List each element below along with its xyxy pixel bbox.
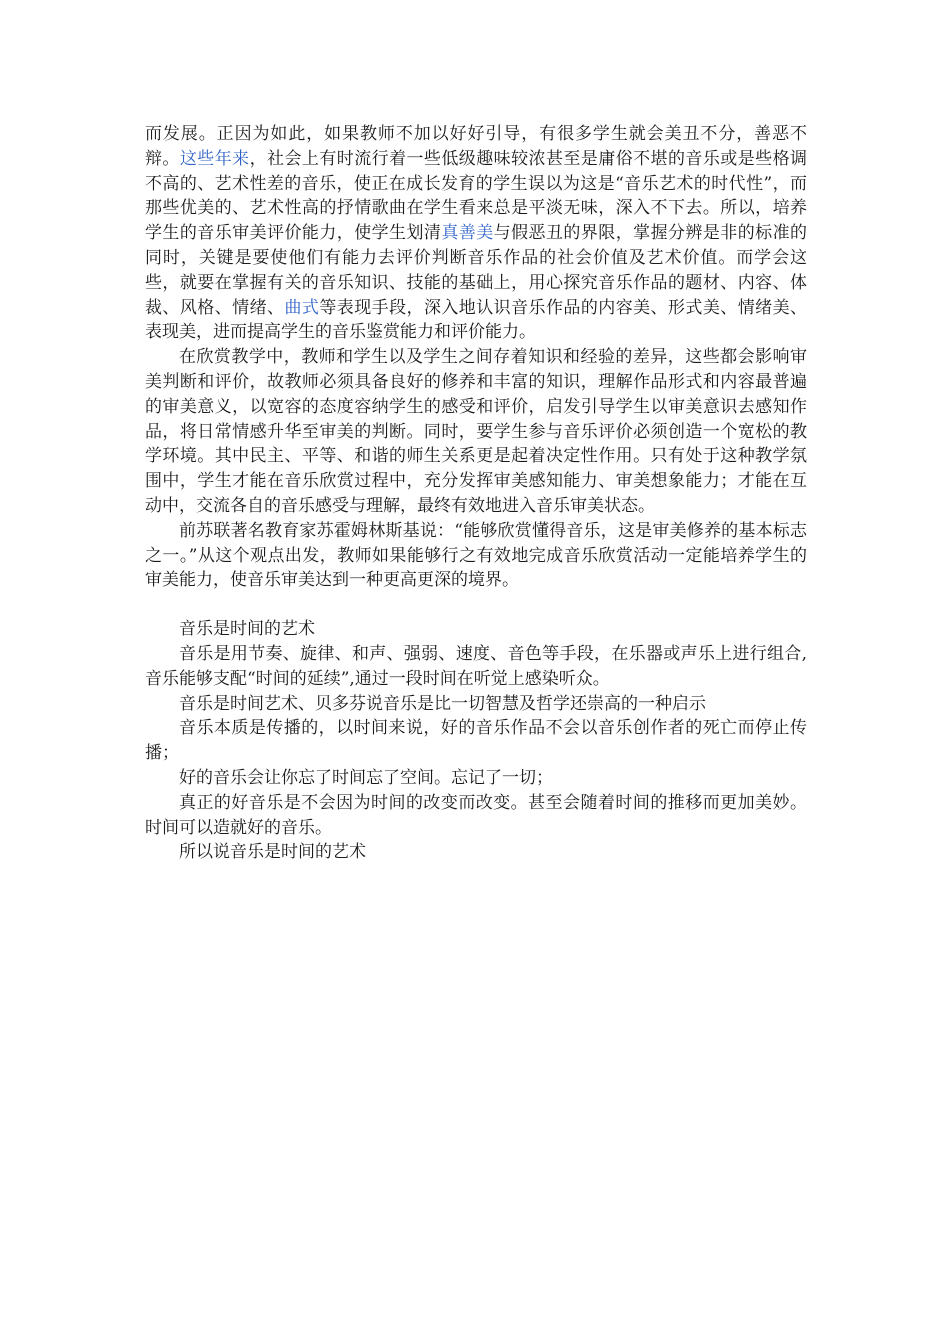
paragraph-text: 而发展。正因为如此，如果教师不加以好好引导，有很多学生就会美丑不分，善恶不辩。 (145, 124, 807, 169)
paragraph-text: 与假恶丑的界限，掌握分辨是非的标准的同时，关键是要使他们有能力去评价判断音乐作品的社会价值及艺术价值。而学会这些，就要在掌握有关的音乐知识、技能的基础上，用心探究音乐作品的题材、内容、体裁、风格、情绪、 (145, 223, 808, 318)
paragraph-beethoven: 音乐是时间艺术、贝多芬说音乐是比一切智慧及哲学还崇高的一种启示 (179, 693, 706, 714)
paragraph-aesthetic-evaluation (145, 122, 807, 345)
paragraph-text: ，社会上有时流行着一些低级趣味较浓甚至是庸俗不堪的音乐或是些格调不高的、艺术性差的音乐，使正在成长发育的学生误以为这是“音乐艺术的时代性”，而那些优美的、艺术性高的抒情歌曲在学生看来总是平淡无味，深入不下去。所以，培养学生的音乐审美评价能力，使学生划清 (145, 148, 808, 244)
paragraph-good-music: 真正的好音乐是不会因为时间的改变而改变。甚至会随着时间的推移而更加美妙。时间可以造就好的音乐。 (145, 792, 807, 838)
section-spacer (145, 593, 807, 617)
paragraph-music-elements: 音乐是用节奏、旋律、和声、强弱、速度、音色等手段，在乐器或声乐上进行组合,音乐能够支配“时间的延续”,通过一段时间在听觉上感染听众。 (145, 643, 807, 689)
paragraph-music-transmission: 音乐本质是传播的，以时间来说，好的音乐作品不会以音乐创作者的死亡而停止传播； (145, 718, 807, 764)
link-musical-form[interactable]: 曲式 (284, 297, 320, 318)
section-heading: 音乐是时间的艺术 (179, 619, 315, 640)
paragraph-conclusion: 所以说音乐是时间的艺术 (179, 842, 366, 863)
link-truth-goodness-beauty[interactable]: 真善美 (441, 223, 494, 244)
document-page (145, 122, 807, 865)
paragraph-sukhomlinsky-quote: 前苏联著名教育家苏霍姆林斯基说：“能够欣赏懂得音乐，这是审美修养的基本标志之一。”从这个观点出发，教师如果能够行之有效地完成音乐欣赏活动一定能培养学生的审美能力，使音乐审美达到一种更高更深的境界。 (145, 520, 807, 591)
paragraph-teaching: 在欣赏教学中，教师和学生以及学生之间存着知识和经验的差异，这些都会影响审美判断和评价，故教师必须具备良好的修养和丰富的知识，理解作品形式和内容最普遍的审美意义，以宽容的态度容纳学生的感受和评价，启发引导学生以审美意识去感知作品，将日常情感升华至审美的判断。同时，要学生参与音乐评价必须创造一个宽松的教学环境。其中民主、平等、和谐的师生关系更是起着决定性作用。只有处于这种教学氛围中，学生才能在音乐欣赏过程中，充分发挥审美感知能力、审美想象能力；才能在互动中，交流各自的音乐感受与理解，最终有效地进入音乐审美状态。 (145, 347, 807, 516)
paragraph-forget-time: 好的音乐会让你忘了时间忘了空间。忘记了一切； (179, 767, 553, 788)
paragraph-text: 等表现手段，深入地认识音乐作品的内容美、形式美、情绪美、表现美，进而提高学生的音乐鉴赏能力和评价能力。 (145, 297, 808, 343)
link-these-years[interactable]: 这些年来 (179, 148, 250, 169)
